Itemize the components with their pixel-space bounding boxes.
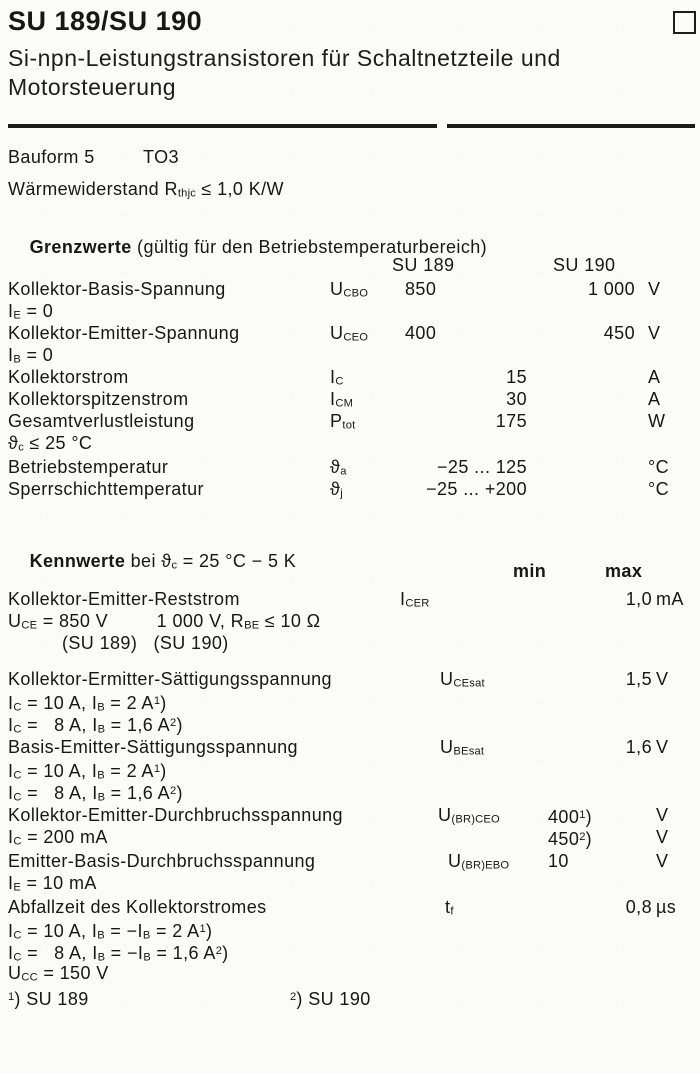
bauform-label: Bauform 5	[8, 147, 95, 167]
param-symbol: $I_C$	[330, 367, 344, 388]
footnote-1: $^1$) SU 189	[8, 989, 89, 1010]
characteristics-table	[8, 560, 695, 1008]
param-label: Kollektorstrom	[8, 367, 129, 387]
param-condition: $I_C = 8$ A, $I_B = 1,6$ $A^2$)	[8, 783, 183, 804]
param-unit: V	[656, 805, 669, 825]
param-condition: $I_C = 10$ A, $I_B = -I_B = 2$ $A^1$)	[8, 921, 213, 942]
param-row	[8, 322, 695, 344]
param-symbol: $ϑ_a$	[330, 457, 347, 478]
param-symbol: $U_{(BR)EBO}$	[448, 851, 510, 872]
param-value-su189: 400	[405, 323, 437, 343]
param-condition: $I_E = 10$ mA	[8, 873, 97, 894]
param-row	[8, 366, 695, 388]
param-label: Kollektor-Emitter-Spannung	[8, 323, 240, 343]
param-symbol: $I_{CER}$	[400, 589, 430, 610]
param-condition: (SU 189) (SU 190)	[8, 633, 229, 653]
param-label: Abfallzeit des Kollektorstromes	[8, 897, 267, 917]
param-unit: W	[648, 411, 666, 431]
param-unit: V	[648, 323, 661, 343]
param-value: −25 ... +200	[426, 479, 527, 499]
param-symbol: $I_{CM}$	[330, 389, 354, 410]
param-condition: $ϑ_c \le 25$ °C	[8, 433, 93, 454]
param-condition: $U_{CC} = 150$ V	[8, 963, 109, 984]
param-label: Emitter-Basis-Durchbruchsspannung	[8, 851, 316, 871]
param-unit: V	[656, 827, 669, 847]
param-condition: $I_C = 10$ A, $I_B = 2$ $A^1$)	[8, 693, 167, 714]
param-row	[8, 668, 695, 690]
param-row	[8, 478, 695, 500]
limits-heading-rest: (gültig für den Betriebstemperaturbereich)	[131, 237, 488, 257]
param-symbol: $ϑ_j$	[330, 479, 343, 500]
col-header-su190: SU 190	[553, 255, 616, 275]
param-unit: mA	[656, 589, 684, 609]
col-header-max: max	[605, 561, 643, 581]
col-header-min: min	[513, 561, 547, 581]
checkbox-icon	[673, 11, 696, 34]
limits-table	[8, 254, 695, 500]
param-row	[8, 388, 695, 410]
param-value: 30	[506, 389, 527, 409]
param-unit: V	[656, 737, 669, 757]
param-value-su189: 850	[405, 279, 437, 299]
param-label: Gesamtverlustleistung	[8, 411, 195, 431]
limits-column-headers	[8, 254, 695, 276]
param-label: Kollektor-Ermitter-Sättigungsspannung	[8, 669, 332, 689]
param-condition: $I_B = 0$	[8, 345, 54, 366]
param-symbol: $t_f$	[445, 897, 454, 918]
param-condition: $I_E = 0$	[8, 301, 54, 322]
footnotes-row	[8, 986, 695, 1008]
page-title: SU 189/SU 190	[8, 6, 203, 36]
param-min: $450^2$)	[548, 829, 593, 850]
param-label: Basis-Emitter-Sättigungsspannung	[8, 737, 298, 757]
param-condition-row	[8, 826, 695, 848]
param-condition: $I_C = 8$ A, $I_B = 1,6$ $A^2$)	[8, 715, 183, 736]
param-condition: $I_C = 200$ mA	[8, 827, 108, 848]
param-max: 1,6	[625, 737, 652, 757]
param-row	[8, 410, 695, 432]
param-symbol: $U_{CEO}$	[330, 323, 369, 344]
footnote-2: $^2$) SU 190	[290, 989, 371, 1010]
param-unit: V	[656, 851, 669, 871]
bauform-value: TO3	[143, 147, 179, 167]
param-unit: A	[648, 389, 661, 409]
header-divider	[8, 124, 695, 128]
param-condition: $I_C = 8$ A, $I_B = -I_B = 1,6$ $A^2$)	[8, 943, 229, 964]
param-row	[8, 850, 695, 872]
param-unit: µs	[656, 897, 677, 917]
param-max: 0,8	[625, 897, 652, 917]
limits-heading-word: Grenzwerte	[29, 237, 132, 257]
param-condition: $I_C = 10$ A, $I_B = 2$ $A^1$)	[8, 761, 167, 782]
param-unit: °C	[648, 479, 669, 499]
param-unit: °C	[648, 457, 669, 477]
thermal-resistance: Wärmewiderstand $R_{thjc} \le 1,0$ K/W	[8, 179, 284, 200]
param-row	[8, 588, 695, 610]
param-max: 1,0	[625, 589, 652, 609]
param-symbol: $U_{CEsat}$	[440, 669, 485, 690]
param-max: 1,5	[625, 669, 652, 689]
param-symbol: $P_{tot}$	[330, 411, 356, 432]
param-symbol: $U_{(BR)CEO}$	[438, 805, 500, 826]
param-value-su190: 450	[603, 323, 635, 343]
param-unit: V	[656, 669, 669, 689]
param-min: 10	[548, 851, 569, 871]
param-row	[8, 278, 695, 300]
param-row	[8, 804, 695, 826]
param-row	[8, 896, 695, 918]
param-symbol: $U_{CBO}$	[330, 279, 369, 300]
param-row	[8, 456, 695, 478]
bauform-line	[8, 146, 695, 168]
param-value: 15	[506, 367, 527, 387]
param-symbol: $U_{BEsat}$	[440, 737, 485, 758]
param-condition: $U_{CE} = 850$ V 1 000 V, $R_{BE} \le 10$ Ω	[8, 611, 321, 632]
minmax-header-row	[8, 560, 695, 582]
characteristics-heading-rest: bei $ϑ_c = 25$ °C − 5 K	[125, 551, 297, 572]
param-label: Sperrschichttemperatur	[8, 479, 204, 499]
param-value: −25 ... 125	[437, 457, 527, 477]
page-subtitle: Si-npn-Leistungstransistoren für Schaltnetzteile und Motorsteuerung	[8, 45, 561, 100]
param-label: Kollektor-Emitter-Reststrom	[8, 589, 240, 609]
param-value: 175	[495, 411, 527, 431]
col-header-su189: SU 189	[392, 255, 455, 275]
characteristics-heading-word: Kennwerte	[29, 551, 126, 571]
param-min: $400^1$)	[548, 807, 593, 828]
param-unit: A	[648, 367, 661, 387]
limits-heading	[8, 214, 695, 257]
param-label: Kollektorspitzenstrom	[8, 389, 189, 409]
param-label: Betriebstemperatur	[8, 457, 169, 477]
param-value-su190: 1 000	[587, 279, 635, 299]
param-unit: V	[648, 279, 661, 299]
param-label: Kollektor-Emitter-Durchbruchsspannung	[8, 805, 343, 825]
param-row	[8, 736, 695, 758]
param-label: Kollektor-Basis-Spannung	[8, 279, 226, 299]
